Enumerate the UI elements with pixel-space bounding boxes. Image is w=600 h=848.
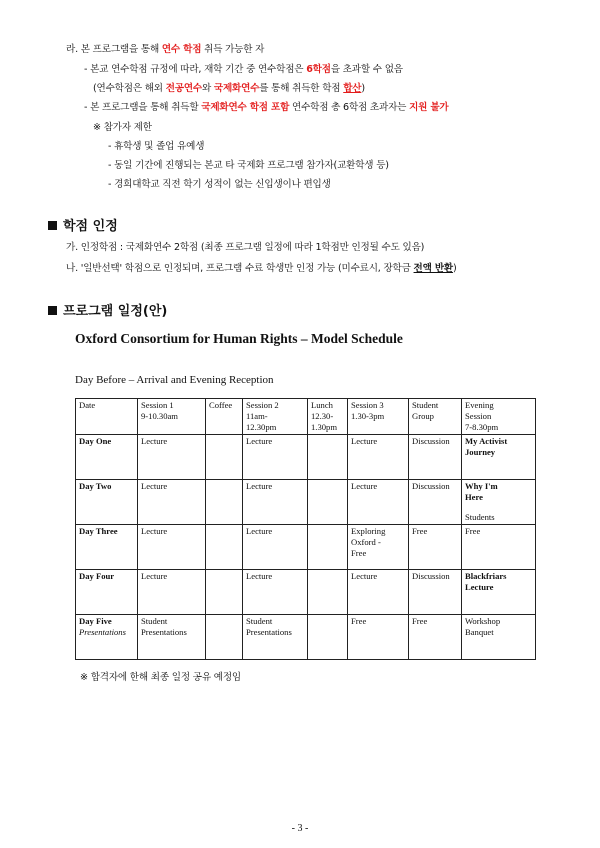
group-cell: Free: [409, 615, 462, 660]
schedule-table: [75, 398, 536, 660]
b3-mid: 연수학점 총 6학점 초과자는: [289, 102, 410, 113]
session-1-cell: Student Presentations: [138, 615, 206, 660]
group-cell: Discussion: [409, 570, 462, 615]
coffee-cell: [206, 615, 243, 660]
eligibility-heading-red: 연수 학점: [161, 44, 202, 55]
b2-prefix: (연수학점은 해외: [93, 83, 166, 94]
lunch-cell: [308, 525, 348, 570]
session-2-cell: Lecture: [243, 525, 308, 570]
day-sub: Presentations: [79, 627, 126, 637]
evening-cell: Blackfriars Lecture: [462, 570, 536, 615]
lunch-cell: [308, 480, 348, 525]
credit-line-2-bold: 전액 반환: [413, 263, 453, 274]
evening-cell: Why I'm Here Students: [462, 480, 536, 525]
session-2-cell: Student Presentations: [243, 615, 308, 660]
b2-suffix: ): [361, 83, 365, 94]
credit-line-2-prefix: 나. '일반선택' 학점으로 인정되며, 프로그램 수료 학생만 인정 가능 (미수료시, 장학금: [66, 263, 414, 274]
credit-section-heading: [48, 215, 118, 234]
eligibility-bullet-2: [93, 82, 365, 95]
restriction-item: - 동일 기간에 진행되는 본교 타 국제화 프로그램 참가자(교환학생 등): [108, 160, 389, 171]
coffee-cell: [206, 480, 243, 525]
header-cell: Coffee: [206, 399, 243, 435]
header-cell: Session 1 9-10.30am: [138, 399, 206, 435]
table-row: [76, 570, 536, 615]
schedule-section-heading: [48, 300, 167, 319]
b2-red-3: 합산: [343, 83, 362, 94]
session-1-cell: Lecture: [138, 435, 206, 480]
day-cell: Day Five Presentations: [76, 615, 138, 660]
schedule-note: ※ 합격자에 한해 최종 일정 공유 예정임: [80, 672, 241, 683]
credit-line-2-suffix: ): [452, 263, 457, 274]
b1-red: 6학점: [306, 64, 331, 75]
square-bullet-icon: [48, 306, 57, 315]
group-cell: Free: [409, 525, 462, 570]
header-cell: Evening Session 7-8.30pm: [462, 399, 536, 435]
session-1-cell: Lecture: [138, 570, 206, 615]
evening-cell: My Activist Journey: [462, 435, 536, 480]
day-cell: Day One: [76, 435, 138, 480]
evening-cell: Workshop Banquet: [462, 615, 536, 660]
header-cell: Student Group: [409, 399, 462, 435]
day-cell: Day Two: [76, 480, 138, 525]
table-row: [76, 435, 536, 480]
schedule-doc-title: Oxford Consortium for Human Rights – Model Schedule: [75, 331, 403, 346]
day-cell: Day Four: [76, 570, 138, 615]
b3-red-2: 지원 불가: [409, 102, 449, 113]
credit-line-1: 가. 인정학점 : 국제화연수 2학점 (최종 프로그램 일정에 따라 1학점만 인정될 수도 있음): [66, 242, 425, 253]
evening-sub: Students: [465, 512, 495, 522]
table-row: [76, 525, 536, 570]
header-cell: Date: [76, 399, 138, 435]
b2-mid-2: 를 통해 취득한 학점: [259, 83, 344, 94]
eligibility-heading-suffix: 취득 가능한 자: [201, 44, 265, 55]
square-bullet-icon: [48, 221, 57, 230]
schedule-title: 프로그램 일정(안): [63, 304, 168, 319]
group-cell: Discussion: [409, 480, 462, 525]
day-cell: Day Three: [76, 525, 138, 570]
lunch-cell: [308, 615, 348, 660]
lunch-cell: [308, 435, 348, 480]
session-1-cell: Lecture: [138, 480, 206, 525]
session-3-cell: Lecture: [348, 480, 409, 525]
header-cell: Session 3 1.30-3pm: [348, 399, 409, 435]
restriction-item: - 휴학생 및 졸업 유예생: [108, 141, 205, 152]
session-2-cell: Lecture: [243, 570, 308, 615]
b1-suffix: 을 초과할 수 없음: [330, 64, 403, 75]
coffee-cell: [206, 570, 243, 615]
evening-cell: Free: [462, 525, 536, 570]
session-3-cell: Lecture: [348, 570, 409, 615]
restriction-title: ※ 참가자 제한: [93, 122, 152, 133]
session-3-cell: Exploring Oxford - Free: [348, 525, 409, 570]
session-1-cell: Lecture: [138, 525, 206, 570]
lunch-cell: [308, 570, 348, 615]
session-3-cell: Free: [348, 615, 409, 660]
eligibility-heading-prefix: 라. 본 프로그램을 통해: [66, 44, 162, 55]
table-header-row: [76, 399, 536, 435]
b3-red-1: 국제화연수 학점 포함: [201, 102, 290, 113]
eligibility-heading: [66, 43, 264, 56]
eligibility-bullet-3: [84, 101, 448, 114]
b2-red-2: 국제화연수: [213, 83, 260, 94]
header-cell: Session 2 11am- 12.30pm: [243, 399, 308, 435]
credit-line-2: [66, 262, 457, 275]
credit-title: 학점 인정: [63, 219, 118, 234]
coffee-cell: [206, 435, 243, 480]
session-3-cell: Lecture: [348, 435, 409, 480]
header-cell: Lunch 12.30- 1.30pm: [308, 399, 348, 435]
b2-red-1: 전공연수: [165, 83, 202, 94]
session-2-cell: Lecture: [243, 435, 308, 480]
group-cell: Discussion: [409, 435, 462, 480]
b3-prefix: - 본 프로그램을 통해 취득할: [84, 102, 202, 113]
day-before-line: Day Before – Arrival and Evening Reception: [75, 374, 274, 386]
b2-mid: 와: [202, 83, 214, 94]
session-2-cell: Lecture: [243, 480, 308, 525]
restriction-item: - 경희대학교 직전 학기 성적이 없는 신입생이나 편입생: [108, 179, 331, 190]
coffee-cell: [206, 525, 243, 570]
b1-prefix: - 본교 연수학점 규정에 따라, 재학 기간 중 연수학점은: [84, 64, 307, 75]
eligibility-bullet-1: [84, 63, 403, 76]
page-number: - 3 -: [291, 823, 309, 834]
table-row: [76, 615, 536, 660]
table-row: [76, 480, 536, 525]
